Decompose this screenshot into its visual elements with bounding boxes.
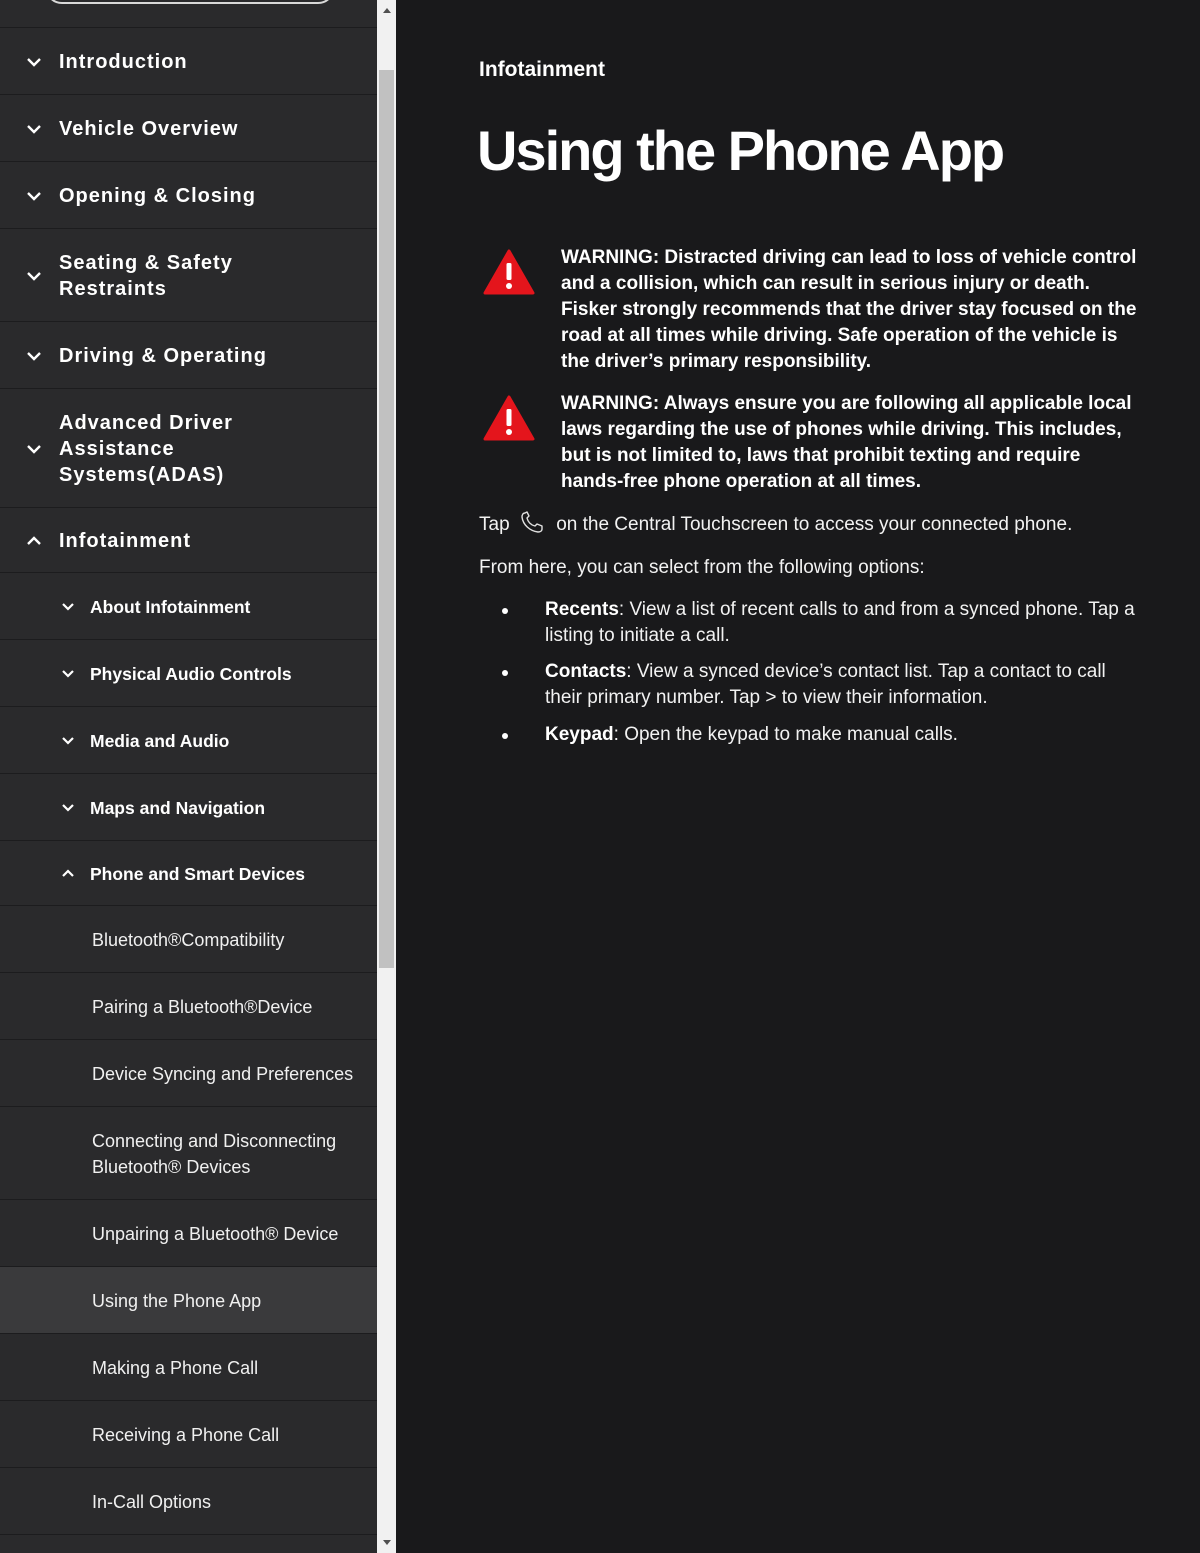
scroll-down-arrow-icon[interactable] <box>377 1534 396 1551</box>
nav-section-seating-safety[interactable] <box>0 228 377 322</box>
nav-sub-about-infotainment[interactable] <box>0 572 377 640</box>
nav-page-label: In-Call Options <box>92 1491 212 1512</box>
bullet-dot <box>502 733 508 739</box>
list-item-term: Recents <box>545 599 619 620</box>
nav-section-label: Introduction <box>59 50 188 73</box>
nav-page-unpairing-bluetooth[interactable] <box>0 1199 377 1267</box>
scroll-up-arrow-icon[interactable] <box>377 2 396 19</box>
tap-suffix: on the Central Touchscreen to access your connected phone. <box>556 514 1073 535</box>
nav-section-label: Driving & Operating <box>59 344 267 367</box>
nav-sub-maps-navigation[interactable] <box>0 773 377 841</box>
list-item-text <box>545 659 1135 711</box>
nav-page-label: Receiving a Phone Call <box>92 1424 280 1445</box>
nav-section-infotainment[interactable] <box>0 507 377 573</box>
nav-page-making-phone-call[interactable] <box>0 1333 377 1401</box>
options-intro: From here, you can select from the following options: <box>479 557 925 578</box>
warning-block <box>479 391 1139 495</box>
list-item-keypad <box>479 722 1139 748</box>
list-item-text <box>545 722 1135 748</box>
list-item-term: Contacts <box>545 661 627 682</box>
chevron-down-icon <box>26 54 42 70</box>
chevron-up-icon <box>26 533 42 549</box>
nav-section-driving-operating[interactable] <box>0 321 377 389</box>
nav-page-pairing-bluetooth[interactable] <box>0 972 377 1040</box>
warning-triangle-icon <box>483 395 535 441</box>
chevron-up-icon <box>60 866 76 882</box>
nav-page-next[interactable] <box>0 1534 377 1553</box>
nav-section-label: Seating & Safety Restraints <box>59 251 233 300</box>
nav-page-device-syncing[interactable] <box>0 1039 377 1107</box>
nav-section-vehicle-overview[interactable] <box>0 94 377 162</box>
nav-sub-physical-audio[interactable] <box>0 639 377 707</box>
warning-block <box>479 245 1139 375</box>
chevron-down-icon <box>26 268 42 284</box>
warning-text: WARNING: Distracted driving can lead to loss of vehicle control and a collision, which can result in serious injury or death. Fisker strongly recommends that the driver stay focused on the road at all times while driving. Safe operation of the vehicle is the driver’s primary responsibility. <box>561 247 1137 372</box>
nav-page-label: Bluetooth®Compatibility <box>92 929 285 950</box>
sidebar-scrollbar[interactable] <box>377 0 396 1553</box>
nav-page-bluetooth-compatibility[interactable] <box>0 905 377 973</box>
nav-sub-phone-smart-devices[interactable] <box>0 840 377 906</box>
tap-prefix: Tap <box>479 514 510 535</box>
nav-page-label: Making a Phone Call <box>92 1357 259 1378</box>
nav-page-receiving-phone-call[interactable] <box>0 1400 377 1468</box>
list-item-recents <box>479 597 1139 649</box>
nav-page-connecting-disconnecting[interactable] <box>0 1106 377 1200</box>
nav-sub-label: Physical Audio Controls <box>90 663 292 684</box>
warning-text: WARNING: Always ensure you are following all applicable local laws regarding the use of phones while driving. This includes, but is not limited to, laws that prohibit texting and require hands-free phone operation at all times. <box>561 393 1132 492</box>
list-item-desc: : Open the keypad to make manual calls. <box>613 724 958 745</box>
tap-instruction <box>479 510 1072 538</box>
nav-section-opening-closing[interactable] <box>0 161 377 229</box>
nav-section-introduction[interactable] <box>0 27 377 95</box>
nav-page-label: Unpairing a Bluetooth® Device <box>92 1223 339 1244</box>
chevron-down-icon <box>26 441 42 457</box>
list-item-desc: : View a list of recent calls to and from a synced phone. Tap a listing to initiate a call. <box>545 599 1135 646</box>
nav-page-label: Using the Phone App <box>92 1290 262 1311</box>
bullet-dot <box>502 608 508 614</box>
phone-icon <box>519 510 545 534</box>
bullet-dot <box>502 670 508 676</box>
search-box[interactable] <box>45 0 335 4</box>
chevron-down-icon <box>60 800 76 816</box>
warning-triangle-icon <box>483 249 535 295</box>
nav-section-label: Infotainment <box>59 529 191 552</box>
nav-sub-label: Media and Audio <box>90 730 230 751</box>
nav-page-label: Pairing a Bluetooth®Device <box>92 996 313 1017</box>
chevron-down-icon <box>26 188 42 204</box>
nav-page-label: Device Syncing and Preferences <box>92 1063 354 1084</box>
chevron-down-icon <box>60 599 76 615</box>
nav-page-label: Connecting and Disconnecting Bluetooth® Devices <box>92 1130 337 1177</box>
nav-page-in-call-options[interactable] <box>0 1467 377 1535</box>
nav-section-label: Vehicle Overview <box>59 117 239 140</box>
nav-sub-media-audio[interactable] <box>0 706 377 774</box>
list-item-contacts <box>479 659 1139 711</box>
nav-section-label: Advanced Driver Assistance Systems(ADAS) <box>59 411 233 486</box>
list-item-term: Keypad <box>545 724 614 745</box>
sidebar-nav <box>0 0 377 1553</box>
scrollbar-thumb[interactable] <box>379 70 394 968</box>
nav-page-using-phone-app[interactable] <box>0 1266 377 1334</box>
nav-sub-label: About Infotainment <box>90 596 251 617</box>
nav-sub-label: Maps and Navigation <box>90 797 266 818</box>
breadcrumb[interactable]: Infotainment <box>479 58 605 81</box>
chevron-down-icon <box>26 121 42 137</box>
nav-sub-label: Phone and Smart Devices <box>90 863 305 884</box>
chevron-down-icon <box>60 666 76 682</box>
list-item-desc: : View a synced device’s contact list. Tap a contact to call their primary number. Tap > to view their information. <box>545 661 1106 708</box>
chevron-down-icon <box>60 733 76 749</box>
chevron-down-icon <box>26 348 42 364</box>
list-item-text <box>545 597 1135 649</box>
nav-section-adas[interactable] <box>0 388 377 508</box>
page-title: Using the Phone App <box>477 119 1004 182</box>
nav-section-label: Opening & Closing <box>59 184 256 207</box>
